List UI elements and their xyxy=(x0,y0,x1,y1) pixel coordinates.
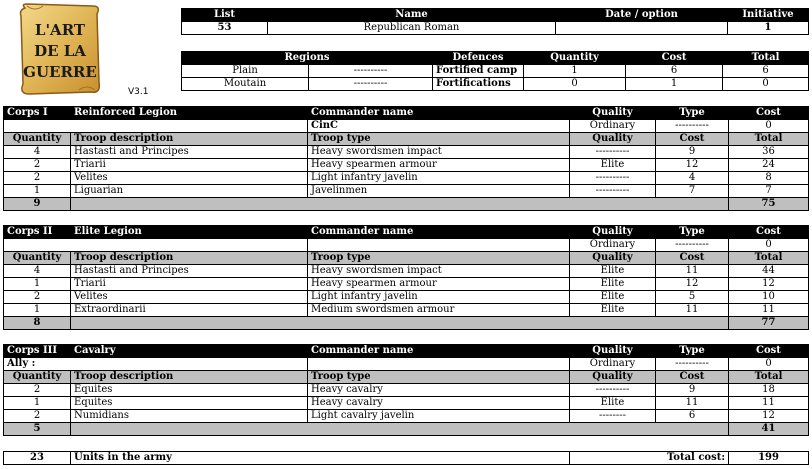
commander-cost: 0 xyxy=(729,358,809,371)
troop-description: Velites xyxy=(71,172,308,185)
troop-quantity: 4 xyxy=(4,146,71,159)
troop-cost: 9 xyxy=(656,384,729,397)
troop-type: Heavy swordsmen impact xyxy=(308,146,570,159)
date-option-value xyxy=(556,22,728,35)
corps-2-table xyxy=(3,225,809,330)
defences-heading: Defences xyxy=(433,52,524,65)
troop-quantity: 1 xyxy=(4,397,71,410)
troop-type: Heavy cavalry xyxy=(308,384,570,397)
troop-description-heading: Troop description xyxy=(71,371,308,384)
units-in-army-label: Units in the army xyxy=(71,452,570,465)
defences-cost-heading: Cost xyxy=(626,52,723,65)
table-row xyxy=(182,78,809,91)
corps-sum: 41 xyxy=(729,423,809,436)
commander-type: ---------- xyxy=(656,120,729,133)
ally-cell xyxy=(4,120,308,133)
troop-description: Hastasti and Principes xyxy=(71,265,308,278)
placeholder-cell: ---------- xyxy=(309,65,433,78)
commander-cost: 0 xyxy=(729,120,809,133)
troop-quantity: 1 xyxy=(4,304,71,317)
list-header-table xyxy=(181,8,809,35)
region-cell: Moutain xyxy=(182,78,309,91)
cost-heading: Cost xyxy=(729,107,809,120)
troop-cost: 12 xyxy=(656,278,729,291)
list-heading: List xyxy=(182,9,268,22)
name-heading: Name xyxy=(268,9,556,22)
troop-total: 12 xyxy=(729,278,809,291)
cost-heading: Cost xyxy=(729,345,809,358)
troop-description: Hastasti and Principes xyxy=(71,146,308,159)
troop-cost: 7 xyxy=(656,185,729,198)
total-heading: Total xyxy=(729,133,809,146)
defence-cell: Fortified camp xyxy=(433,65,524,78)
corps-name: Cavalry xyxy=(71,345,308,358)
corps-summary-filler xyxy=(71,423,729,436)
troop-type: Heavy cavalry xyxy=(308,397,570,410)
cost-heading: Cost xyxy=(656,252,729,265)
ally-cell xyxy=(4,239,308,252)
table-row xyxy=(4,410,809,423)
troop-quality: Elite xyxy=(570,159,656,172)
table-row xyxy=(4,172,809,185)
type-heading: Type xyxy=(656,107,729,120)
version-label: V3.1 xyxy=(128,87,149,97)
defences-total-heading: Total xyxy=(723,52,809,65)
svg-text:L'ART: L'ART xyxy=(34,21,86,39)
troop-total: 11 xyxy=(729,304,809,317)
quantity-heading: Quantity xyxy=(4,252,71,265)
region-cell: Plain xyxy=(182,65,309,78)
type-heading: Type xyxy=(656,345,729,358)
commander-name-heading: Commander name xyxy=(308,345,570,358)
quality-heading: Quality xyxy=(570,252,656,265)
corps-units-count: 8 xyxy=(4,317,71,330)
troop-description: Velites xyxy=(71,291,308,304)
troop-type: Javelinmen xyxy=(308,185,570,198)
corps-3-table xyxy=(3,344,809,436)
list-number: 53 xyxy=(182,22,268,35)
troop-cost: 5 xyxy=(656,291,729,304)
lart-de-la-guerre-logo xyxy=(17,2,103,96)
quantity-heading: Quantity xyxy=(4,371,71,384)
troop-total: 44 xyxy=(729,265,809,278)
troop-cost: 4 xyxy=(656,172,729,185)
defences-table xyxy=(181,51,809,91)
troop-quality: ---------- xyxy=(570,172,656,185)
corps-sum: 75 xyxy=(729,198,809,211)
commander-name xyxy=(308,239,570,252)
troop-description: Triarii xyxy=(71,159,308,172)
quality-heading: Quality xyxy=(570,371,656,384)
total-cell: 0 xyxy=(723,78,809,91)
table-row xyxy=(4,384,809,397)
troop-total: 8 xyxy=(729,172,809,185)
troop-quality: ---------- xyxy=(570,384,656,397)
cost-heading: Cost xyxy=(729,226,809,239)
troop-type: Light infantry javelin xyxy=(308,172,570,185)
quality-heading: Quality xyxy=(570,226,656,239)
cost-heading: Cost xyxy=(656,371,729,384)
cost-cell: 6 xyxy=(626,65,723,78)
svg-text:GUERRE: GUERRE xyxy=(23,63,97,81)
troop-total: 11 xyxy=(729,397,809,410)
troop-quality: ---------- xyxy=(570,146,656,159)
commander-type: ---------- xyxy=(656,358,729,371)
troop-total: 10 xyxy=(729,291,809,304)
cost-heading: Cost xyxy=(656,133,729,146)
commander-quality: Ordinary xyxy=(570,239,656,252)
commander-name-heading: Commander name xyxy=(308,107,570,120)
troop-quantity: 2 xyxy=(4,384,71,397)
troop-type: Heavy spearmen armour xyxy=(308,159,570,172)
troop-cost: 11 xyxy=(656,265,729,278)
corps-name: Reinforced Legion xyxy=(71,107,308,120)
troop-quality: Elite xyxy=(570,304,656,317)
troop-description: Equites xyxy=(71,397,308,410)
total-heading: Total xyxy=(729,371,809,384)
troop-quantity: 2 xyxy=(4,172,71,185)
troop-cost: 9 xyxy=(656,146,729,159)
troop-quantity: 4 xyxy=(4,265,71,278)
quality-heading: Quality xyxy=(570,107,656,120)
corps-units-count: 5 xyxy=(4,423,71,436)
troop-type: Medium swordsmen armour xyxy=(308,304,570,317)
troop-quantity: 2 xyxy=(4,291,71,304)
troop-cost: 11 xyxy=(656,397,729,410)
troop-quality: Elite xyxy=(570,265,656,278)
total-cost-label: Total cost: xyxy=(570,452,729,465)
troop-type: Heavy swordsmen impact xyxy=(308,265,570,278)
commander-cost: 0 xyxy=(729,239,809,252)
corps-label: Corps I xyxy=(4,107,71,120)
troop-description: Liguarian xyxy=(71,185,308,198)
army-units-count: 23 xyxy=(4,452,71,465)
total-heading: Total xyxy=(729,252,809,265)
quantity-cell: 1 xyxy=(524,65,626,78)
troop-quality: Elite xyxy=(570,397,656,410)
troop-cost: 6 xyxy=(656,410,729,423)
troop-quality: Elite xyxy=(570,291,656,304)
svg-text:DE LA: DE LA xyxy=(34,42,86,60)
quality-heading: Quality xyxy=(570,133,656,146)
corps-1-table xyxy=(3,106,809,211)
quantity-heading: Quantity xyxy=(4,133,71,146)
corps-name: Elite Legion xyxy=(71,226,308,239)
corps-units-count: 9 xyxy=(4,198,71,211)
quantity-cell: 0 xyxy=(524,78,626,91)
defence-cell: Fortifications xyxy=(433,78,524,91)
troop-total: 12 xyxy=(729,410,809,423)
troop-type: Light infantry javelin xyxy=(308,291,570,304)
troop-cost: 11 xyxy=(656,304,729,317)
type-heading: Type xyxy=(656,226,729,239)
commander-quality: Ordinary xyxy=(570,358,656,371)
commander-type: ---------- xyxy=(656,239,729,252)
commander-quality: Ordinary xyxy=(570,120,656,133)
ally-cell: Ally : xyxy=(4,358,308,371)
date-heading: Date / option xyxy=(556,9,728,22)
army-totals-table xyxy=(3,451,809,465)
army-total-cost: 199 xyxy=(729,452,809,465)
troop-type-heading: Troop type xyxy=(308,252,570,265)
troop-quality: Elite xyxy=(570,278,656,291)
table-row xyxy=(4,159,809,172)
corps-sum: 77 xyxy=(729,317,809,330)
troop-total: 36 xyxy=(729,146,809,159)
troop-description: Triarii xyxy=(71,278,308,291)
table-row xyxy=(4,185,809,198)
troop-description: Equites xyxy=(71,384,308,397)
army-name: Republican Roman xyxy=(268,22,556,35)
total-cell: 6 xyxy=(723,65,809,78)
corps-label: Corps III xyxy=(4,345,71,358)
troop-total: 7 xyxy=(729,185,809,198)
table-row xyxy=(4,146,809,159)
troop-description: Numidians xyxy=(71,410,308,423)
initiative-heading: Initiative xyxy=(728,9,809,22)
placeholder-cell: ---------- xyxy=(309,78,433,91)
corps-label: Corps II xyxy=(4,226,71,239)
troop-type-heading: Troop type xyxy=(308,371,570,384)
troop-quantity: 1 xyxy=(4,278,71,291)
troop-quantity: 2 xyxy=(4,159,71,172)
table-row xyxy=(4,304,809,317)
troop-type-heading: Troop type xyxy=(308,133,570,146)
initiative-value: 1 xyxy=(728,22,809,35)
table-row xyxy=(4,278,809,291)
table-row xyxy=(4,265,809,278)
troop-quantity: 1 xyxy=(4,185,71,198)
table-row xyxy=(4,397,809,410)
regions-heading: Regions xyxy=(182,52,433,65)
quality-heading: Quality xyxy=(570,345,656,358)
table-row xyxy=(182,65,809,78)
troop-quality: ---------- xyxy=(570,185,656,198)
corps-summary-filler xyxy=(71,317,729,330)
table-row xyxy=(4,291,809,304)
troop-description-heading: Troop description xyxy=(71,133,308,146)
troop-description: Extraordinarii xyxy=(71,304,308,317)
corps-summary-filler xyxy=(71,198,729,211)
troop-type: Light cavalry javelin xyxy=(308,410,570,423)
troop-total: 18 xyxy=(729,384,809,397)
commander-name: CinC xyxy=(308,120,570,133)
defences-quantity-heading: Quantity xyxy=(524,52,626,65)
cost-cell: 1 xyxy=(626,78,723,91)
troop-cost: 12 xyxy=(656,159,729,172)
troop-description-heading: Troop description xyxy=(71,252,308,265)
troop-quality: -------- xyxy=(570,410,656,423)
commander-name xyxy=(308,358,570,371)
commander-name-heading: Commander name xyxy=(308,226,570,239)
troop-total: 24 xyxy=(729,159,809,172)
troop-type: Heavy spearmen armour xyxy=(308,278,570,291)
troop-quantity: 2 xyxy=(4,410,71,423)
